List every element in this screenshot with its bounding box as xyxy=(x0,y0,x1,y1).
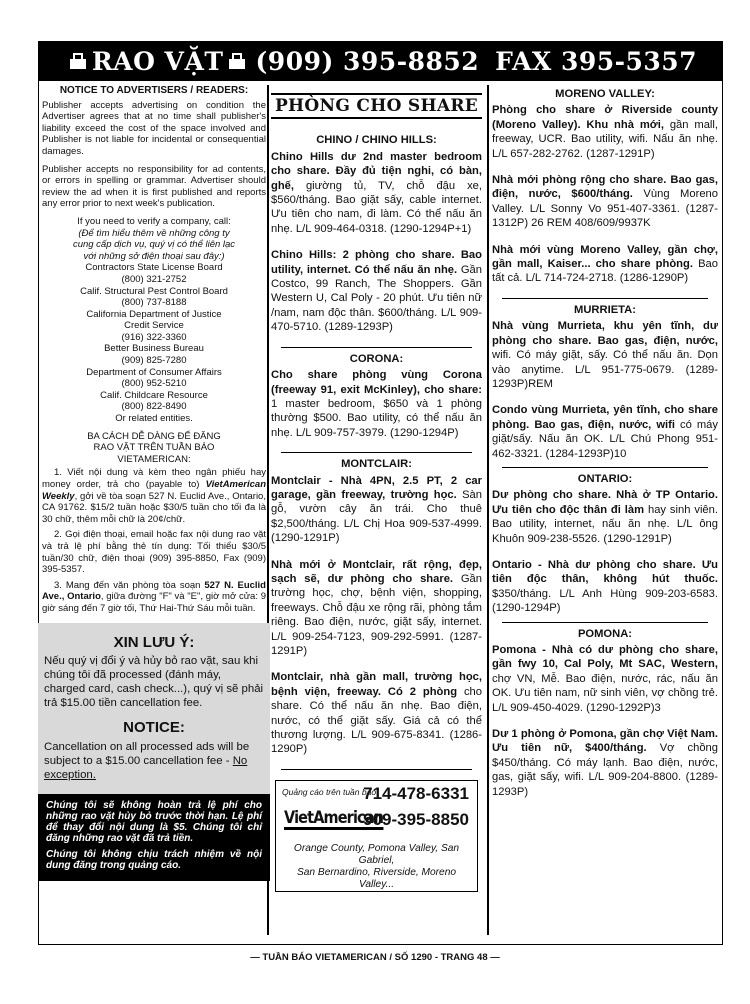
divider xyxy=(281,347,472,348)
classified-ad xyxy=(271,474,482,546)
classified-ad xyxy=(492,558,718,616)
banner-title: RAO VẶT xyxy=(91,46,224,76)
promo-box xyxy=(275,780,478,892)
verify-line: (800) 737-8188 xyxy=(121,297,187,309)
notice-paragraph: Publisher accepts advertising on condition the Advertiser agrees that at no time shall publisher's liability exceed the cost of the space involved and Publisher is not liable for incidental or consequential damages. xyxy=(42,99,266,157)
step-text: , giữa đường "F" và "E", giờ mở cửa: 9 giờ sáng đến 7 giờ tối, Thứ Hai-Thứ Sáu mỗi tuần. xyxy=(42,591,266,614)
divider xyxy=(281,452,472,453)
step-3 xyxy=(42,580,266,615)
promo-area-line: San Bernardino, Riverside, Moreno Valley... xyxy=(296,866,457,890)
section-title: PHÒNG CHO SHARE xyxy=(271,93,482,119)
step-emphasis: VietAmerican Weekly xyxy=(42,479,266,502)
notice-text xyxy=(44,740,264,782)
location-heading: MORENO VALLEY: xyxy=(555,88,655,100)
ad-headline: Nhà vùng Murrieta, khu yên tĩnh, dư phòng cho share. Bao gas, điện, nước, xyxy=(492,320,718,347)
classified-ad xyxy=(492,727,718,799)
divider xyxy=(502,298,708,299)
ad-headline: Dư phòng cho share. Nhà ở TP Ontario. Ưu tiên cho độc thân đi làm xyxy=(492,489,718,516)
verify-line: Contractors State License Board xyxy=(85,262,223,274)
verify-line: (800) 952-5210 xyxy=(121,378,187,390)
ad-text: wifi. Có máy giặt, sấy. Có thể nấu ăn. Dọn vào anytime. L/L 951-775-0679. (1289-1293P)REM xyxy=(492,349,718,390)
ad-headline: Montclair - Nhà 4PN, 2.5 PT, 2 car garage, gần freeway, trường học. xyxy=(271,474,482,501)
step-2: 2. Gọi điện thoại, email hoặc fax nội dung rao vặt và trả lệ phí bằng thẻ tín dụng: Tối thiểu $30/5 tuần/30 chữ, điện thoại (909) 395-8850, Fax (909) 395-5357. xyxy=(42,529,266,576)
verify-line: Better Business Bureau xyxy=(104,343,204,355)
ad-text: Sàn gỗ, vườn cây ăn trái. Cho thuê $2,500/tháng. L/L Chị Hoa 909-537-4999. (1290-1291P) xyxy=(271,488,483,545)
verify-line: (800) 321-2752 xyxy=(121,273,187,285)
classified-ad xyxy=(271,150,482,236)
verify-line: (909) 825-7280 xyxy=(121,355,187,367)
verify-line: If you need to verify a company, call: xyxy=(77,215,231,227)
ad-headline: Phòng cho share ở Riverside county (Moreno Valley). Khu nhà mới, xyxy=(492,104,718,131)
ad-headline: Cho share phòng vùng Corona (freeway 91, exit McKinley), cho share: xyxy=(271,369,482,396)
ad-text: Bao tất cả. L/L 714-724-2718. (1286-1290P) xyxy=(492,258,719,285)
disclaimer-text: Chúng tôi sẽ không hoàn trả lệ phí cho những rao vặt hủy bỏ trước thời hạn. Lệ phí để thay đổi nội dung là $5. Chúng tôi chỉ đăng những rao vặt đã trả tiền. xyxy=(46,799,262,845)
howto-line: RAO VẶT TRÊN TUẦN BÁO xyxy=(93,442,215,454)
location-heading: CHINO / CHINO HILLS: xyxy=(316,134,437,147)
vietamerican-logo: VietAmerican xyxy=(284,807,384,828)
verify-line: Calif. Structural Pest Control Board xyxy=(80,285,228,297)
verify-line: (916) 322-3360 xyxy=(121,331,187,343)
classified-ad xyxy=(492,488,718,546)
verify-line: Calif. Childcare Resource xyxy=(100,389,208,401)
notice-column xyxy=(42,85,266,881)
promo-phone: 909-395-8850 xyxy=(363,809,469,829)
classified-ad xyxy=(492,173,718,231)
verify-list xyxy=(42,216,266,425)
ad-headline: Nhà mới vùng Moreno Valley, gần chợ, gần mall, Kaiser... cho share phòng. xyxy=(492,243,718,271)
ad-headline: Nhà mới phòng rộng cho share. Bao gas, điện, nước, $600/tháng. xyxy=(492,174,718,201)
ad-headline: Condo vùng Murrieta, yên tĩnh, cho share phòng. Bao gas, điện, nước, wifi xyxy=(492,404,718,431)
ad-headline: Chino Hills dư 2nd master bedroom cho share. Đầy đủ tiện nghi, có bàn, ghế, xyxy=(271,150,482,192)
classified-ad xyxy=(492,103,718,161)
notice-paragraph: Publisher accepts no responsibility for ad contents, or errors in spelling or grammar. Advertiser should review the ad when it is first published and reports any error prior to next week's publication. xyxy=(42,163,266,210)
verify-line: với những sở điện thoại sau đây:) xyxy=(83,250,225,262)
ad-headline: Ontario - Nhà dư phòng cho share. Ưu tiên độc thân, không hút thuốc. xyxy=(492,558,718,586)
ad-headline: Chino Hills: 2 phòng cho share. Bao utility, internet. Có thể nấu ăn nhẹ. xyxy=(271,249,482,276)
step-emphasis: 527 N. Euclid Ave., Ontario xyxy=(42,579,266,603)
notice-title: NOTICE: xyxy=(123,719,185,737)
footer-text: — TUẦN BÁO VIETAMERICAN / SỐ 1290 - TRANG 48 — xyxy=(250,952,500,963)
verify-line: Credit Service xyxy=(124,320,184,332)
howto-heading xyxy=(42,431,266,466)
share-ads-column-2 xyxy=(492,85,718,811)
notice-heading: NOTICE TO ADVERTISERS / READERS: xyxy=(59,85,249,96)
ad-text: $350/tháng. L/L Anh Hùng 909-203-6583. (1290-1294P) xyxy=(492,587,718,615)
ad-text: Vợ chồng $450/tháng. Có máy lạnh. Bao điện, nước, gas, giặt sấy, wifi. L/L 909-204-8800. (1289-1293P) xyxy=(492,742,718,798)
banner-phone: (909) 395-8852 xyxy=(255,46,480,76)
ad-text: chợ VN, Mễ. Bao điện, nước, rác, nấu ăn OK. Ưu tiên nam, nữ sinh viên, vợ chồng trẻ. L/L 909-450-4029. (1290-1292P)3 xyxy=(492,672,718,714)
classified-ad xyxy=(271,558,482,659)
disclaimer-box xyxy=(38,794,270,881)
location-heading: MONTCLAIR: xyxy=(341,458,412,471)
location-heading: POMONA: xyxy=(577,627,633,640)
share-ads-column xyxy=(271,85,482,892)
classified-ad xyxy=(271,248,482,334)
verify-line: (Để tìm hiểu thêm về những công ty xyxy=(78,227,230,239)
disclaimer-text: Chúng tôi không chịu trách nhiệm về nội dung đăng trong quảng cáo. xyxy=(46,848,262,871)
ad-headline: Pomona - Nhà có dư phòng cho share, gần fwy 10, Cal Poly, Mt SAC, Western, xyxy=(492,644,718,671)
ad-text: giường tủ, TV, chỗ đậu xe, $560/tháng. Bao giặt sấy, cable internet. Ưu tiên cho nam, đi làm. Có thể nấu ăn nhẹ. L/L 909-464-0318. (1290-1294P+1) xyxy=(271,179,482,235)
verify-line: Department of Consumer Affairs xyxy=(86,366,222,378)
ad-text: Gần Costco, 99 Ranch, The Shoppers. Gần Western U, Cal Poly - 20 phút. Ưu tiên nữ /nam, nam độc thân. $600/tháng. L/L 909-470-5710. (1289-1293P) xyxy=(271,263,482,334)
howto-line: BA CÁCH DỄ DÀNG ĐỂ ĐĂNG xyxy=(87,430,221,442)
classified-ad xyxy=(492,243,718,286)
verify-line: cung cấp dịch vụ, quý vị có thể liên lạc xyxy=(72,239,236,251)
xin-luu-y-text: Nếu quý vị đổi ý và hủy bỏ rao vặt, sau khi chúng tôi đã processed (đánh máy, charged card, cash check...), quý vị sẽ phải trả $15.00 tiền cancellation fee. xyxy=(44,655,264,710)
classified-ad xyxy=(492,403,718,461)
ad-text: Vùng Moreno Valley. L/L Sonny Vo 951-407-3361. (1287-1312P) 26 REM 408/609/9937K xyxy=(492,188,718,230)
ad-headline: Montclair, nhà gần mall, trường học, bệnh viện, freeway. Có 2 phòng xyxy=(271,671,482,698)
column-divider xyxy=(487,85,489,935)
divider xyxy=(502,467,708,468)
verify-line: Or related entities. xyxy=(115,413,193,425)
ad-text: gần mall, freeway, UCR. Bao utility, wifi. Nấu ăn nhẹ. L/L 657-282-2762. (1287-1291P) xyxy=(492,118,718,160)
location-heading: CORONA: xyxy=(349,352,404,365)
notice-exception: No exception. xyxy=(44,754,248,781)
verify-line: (800) 822-8490 xyxy=(121,401,187,413)
classified-ad xyxy=(492,643,718,715)
howto-line: VIETAMERICAN: xyxy=(117,453,191,465)
ad-headline: Dư 1 phòng ở Pomona, gần chợ Việt Nam. Ưu tiên nữ, $400/tháng. xyxy=(492,728,718,755)
cancellation-box xyxy=(38,623,270,794)
ad-text: cho share. Có thể nấu ăn nhẹ. Bao điện, nước, có thể giặt sấy. Giá cả có thể thương lượng. L/L 909-675-8341. (1286-1290P) xyxy=(271,685,482,756)
location-heading: MURRIETA: xyxy=(574,303,636,316)
step-text: 3. Mang đến văn phòng tòa soạn xyxy=(54,579,205,591)
step-text: 1. Viết nội dung và kèm theo ngân phiếu hay money order, trả cho (payable to) xyxy=(42,467,266,490)
verify-line: California Department of Justice xyxy=(86,308,222,320)
banner-fax: FAX 395-5357 xyxy=(495,46,698,76)
classified-ad xyxy=(271,368,482,440)
promo-area-line: Orange County, Pomona Valley, San Gabriel, xyxy=(293,842,460,866)
promo-areas xyxy=(282,843,471,891)
divider xyxy=(281,769,472,770)
promo-phone: 714-478-6331 xyxy=(363,783,469,803)
xin-luu-y-title: XIN LƯU Ý: xyxy=(113,633,195,651)
notice-body: Cancellation on all processed ads will be subject to a $15.00 cancellation fee - xyxy=(44,740,250,767)
location-heading: ONTARIO: xyxy=(577,472,633,485)
page-footer xyxy=(0,952,750,963)
promo-caption: Quảng cáo trên tuần báo xyxy=(282,786,377,797)
divider xyxy=(502,622,708,623)
ad-text: có máy giặt/sấy. Nấu ăn OK. L/L Chú Phong 951-462-3321. (1284-1293P)10 xyxy=(492,418,718,460)
classified-ad xyxy=(271,670,482,756)
ad-text: Gần trường học, chợ, bệnh viện, shopping, freeways. Chỗ đậu xe rộng rãi, phòng tắm riêng. Bao điện, nước, giặt sấy, internet. L/L 909-254-7123, 909-292-5991. (1287-1291P) xyxy=(271,572,482,657)
ad-headline: Nhà mới ở Montclair, rất rộng, đẹp, sạch sẽ, dư phòng cho share. xyxy=(271,558,482,585)
ad-text: 1 master bedroom, $650 và 1 phòng thường $500. Bao utility, có thể nấu ăn nhẹ. L/L 909-757-3979. (1290-1294P) xyxy=(271,397,482,439)
classified-ad xyxy=(492,319,718,391)
ad-text: hay sinh viên. Bao utility, internet, nấu ăn nhẹ. L/L ông Khuôn 909-238-5526. (1290-1291P) xyxy=(492,503,718,545)
step-text: , gởi về tòa soạn 527 N. Euclid Ave., Ontario, CA 91762. $15/2 tuần hoặc $30/5 tuần cho tối đa là 30 chữ, thêm mỗi chữ là 20¢/chữ. xyxy=(42,490,266,525)
step-1 xyxy=(42,467,266,525)
